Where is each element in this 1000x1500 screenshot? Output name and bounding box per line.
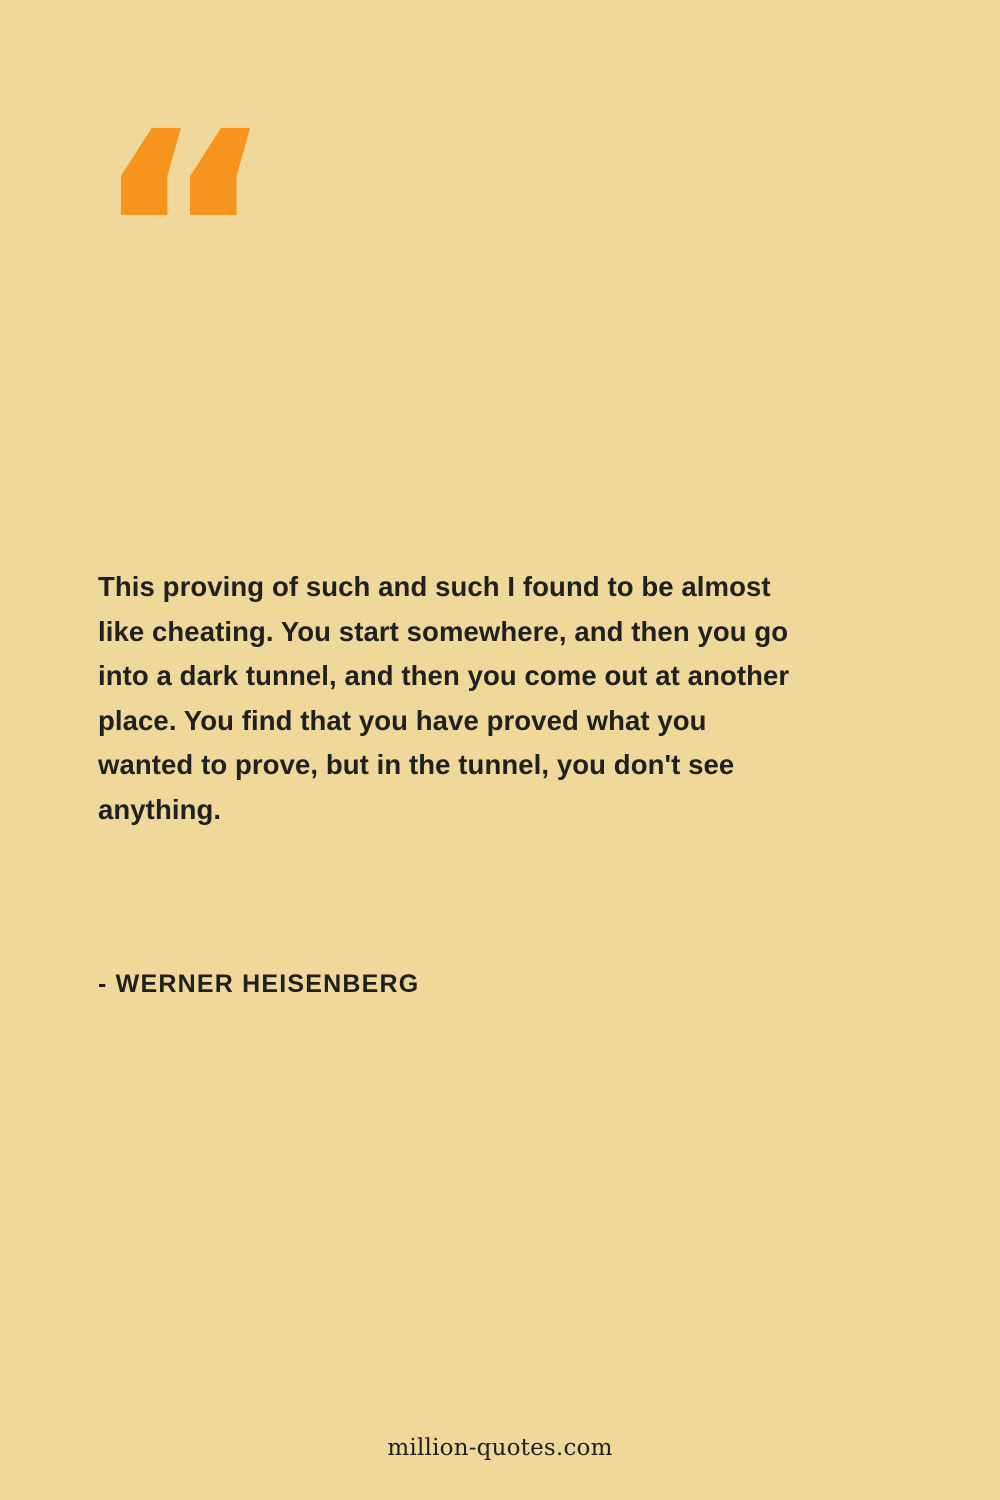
- quotation-mark-icon: “: [92, 73, 271, 399]
- quote-author: - WERNER HEISENBERG: [98, 970, 420, 998]
- source-website-label: million-quotes.com: [387, 1435, 613, 1461]
- quote-text: This proving of such and such I found to be almost like cheating. You start somewhere, and then you go into a dark tunnel, and then you come out at another place. You find that you have proved what you wanted to prove, but in the tunnel, you don't see anything.: [98, 571, 790, 825]
